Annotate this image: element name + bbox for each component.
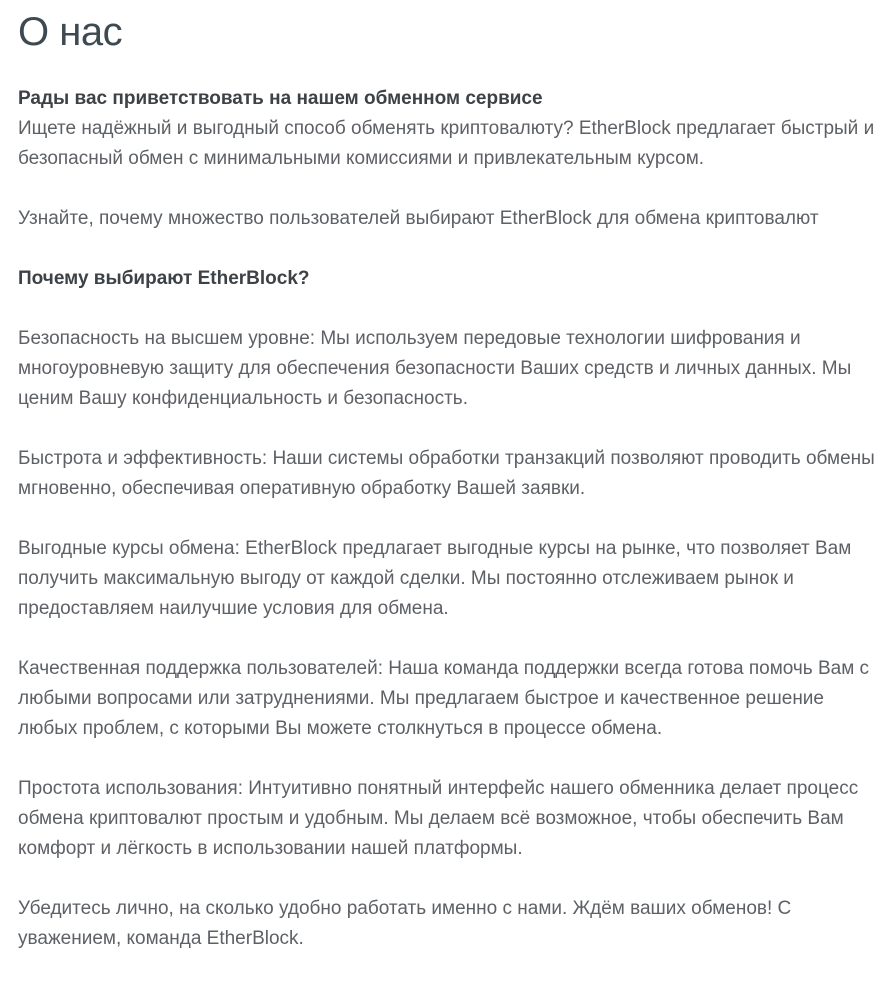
support-paragraph: Качественная поддержка пользователей: Наша команда поддержки всегда готова помочь Вам с любыми вопросами или затруднениями. Мы предлагаем быстрое и качественное решение любых проблем, с которыми Вы можете столкнуться в процессе обмена. [18,658,870,739]
speed-paragraph: Быстрота и эффективность: Наши системы обработки транзакций позволяют проводить обмены мгновенно, обеспечивая оперативную обработку Вашей заявки. [18,448,875,499]
learn-why-paragraph: Узнайте, почему множество пользователей выбирают EtherBlock для обмена криптовалют [18,208,819,229]
simplicity-paragraph: Простота использования: Интуитивно понятный интерфейс нашего обменника делает процесс обмена криптовалют простым и удобным. Мы делаем всё возможное, чтобы обеспечить Вам комфорт и лёгкость в использовании нашей платформы. [18,778,859,859]
closing-paragraph: Убедитесь лично, на сколько удобно работать именно с нами. Ждём ваших обменов! С уважением, команда EtherBlock. [18,898,792,949]
why-choose-heading: Почему выбирают EtherBlock? [18,268,310,289]
page-title: О нас [18,10,123,54]
security-paragraph: Безопасность на высшем уровне: Мы используем передовые технологии шифрования и многоуровневую защиту для обеспечения безопасности Ваших средств и личных данных. Мы ценим Вашу конфиденциальность и безопасность. [18,328,852,409]
intro-paragraph: Ищете надёжный и выгодный способ обменять криптовалюту? EtherBlock предлагает быстрый и безопасный обмен с минимальными комиссиями и привлекательным курсом. [18,118,875,169]
about-content [18,84,876,954]
welcome-heading: Рады вас приветствовать на нашем обменном сервисе [18,88,543,109]
rates-paragraph: Выгодные курсы обмена: EtherBlock предлагает выгодные курсы на рынке, что позволяет Вам получить максимальную выгоду от каждой сделки. Мы постоянно отслеживаем рынок и предоставляем наилучшие условия для обмена. [18,538,852,619]
